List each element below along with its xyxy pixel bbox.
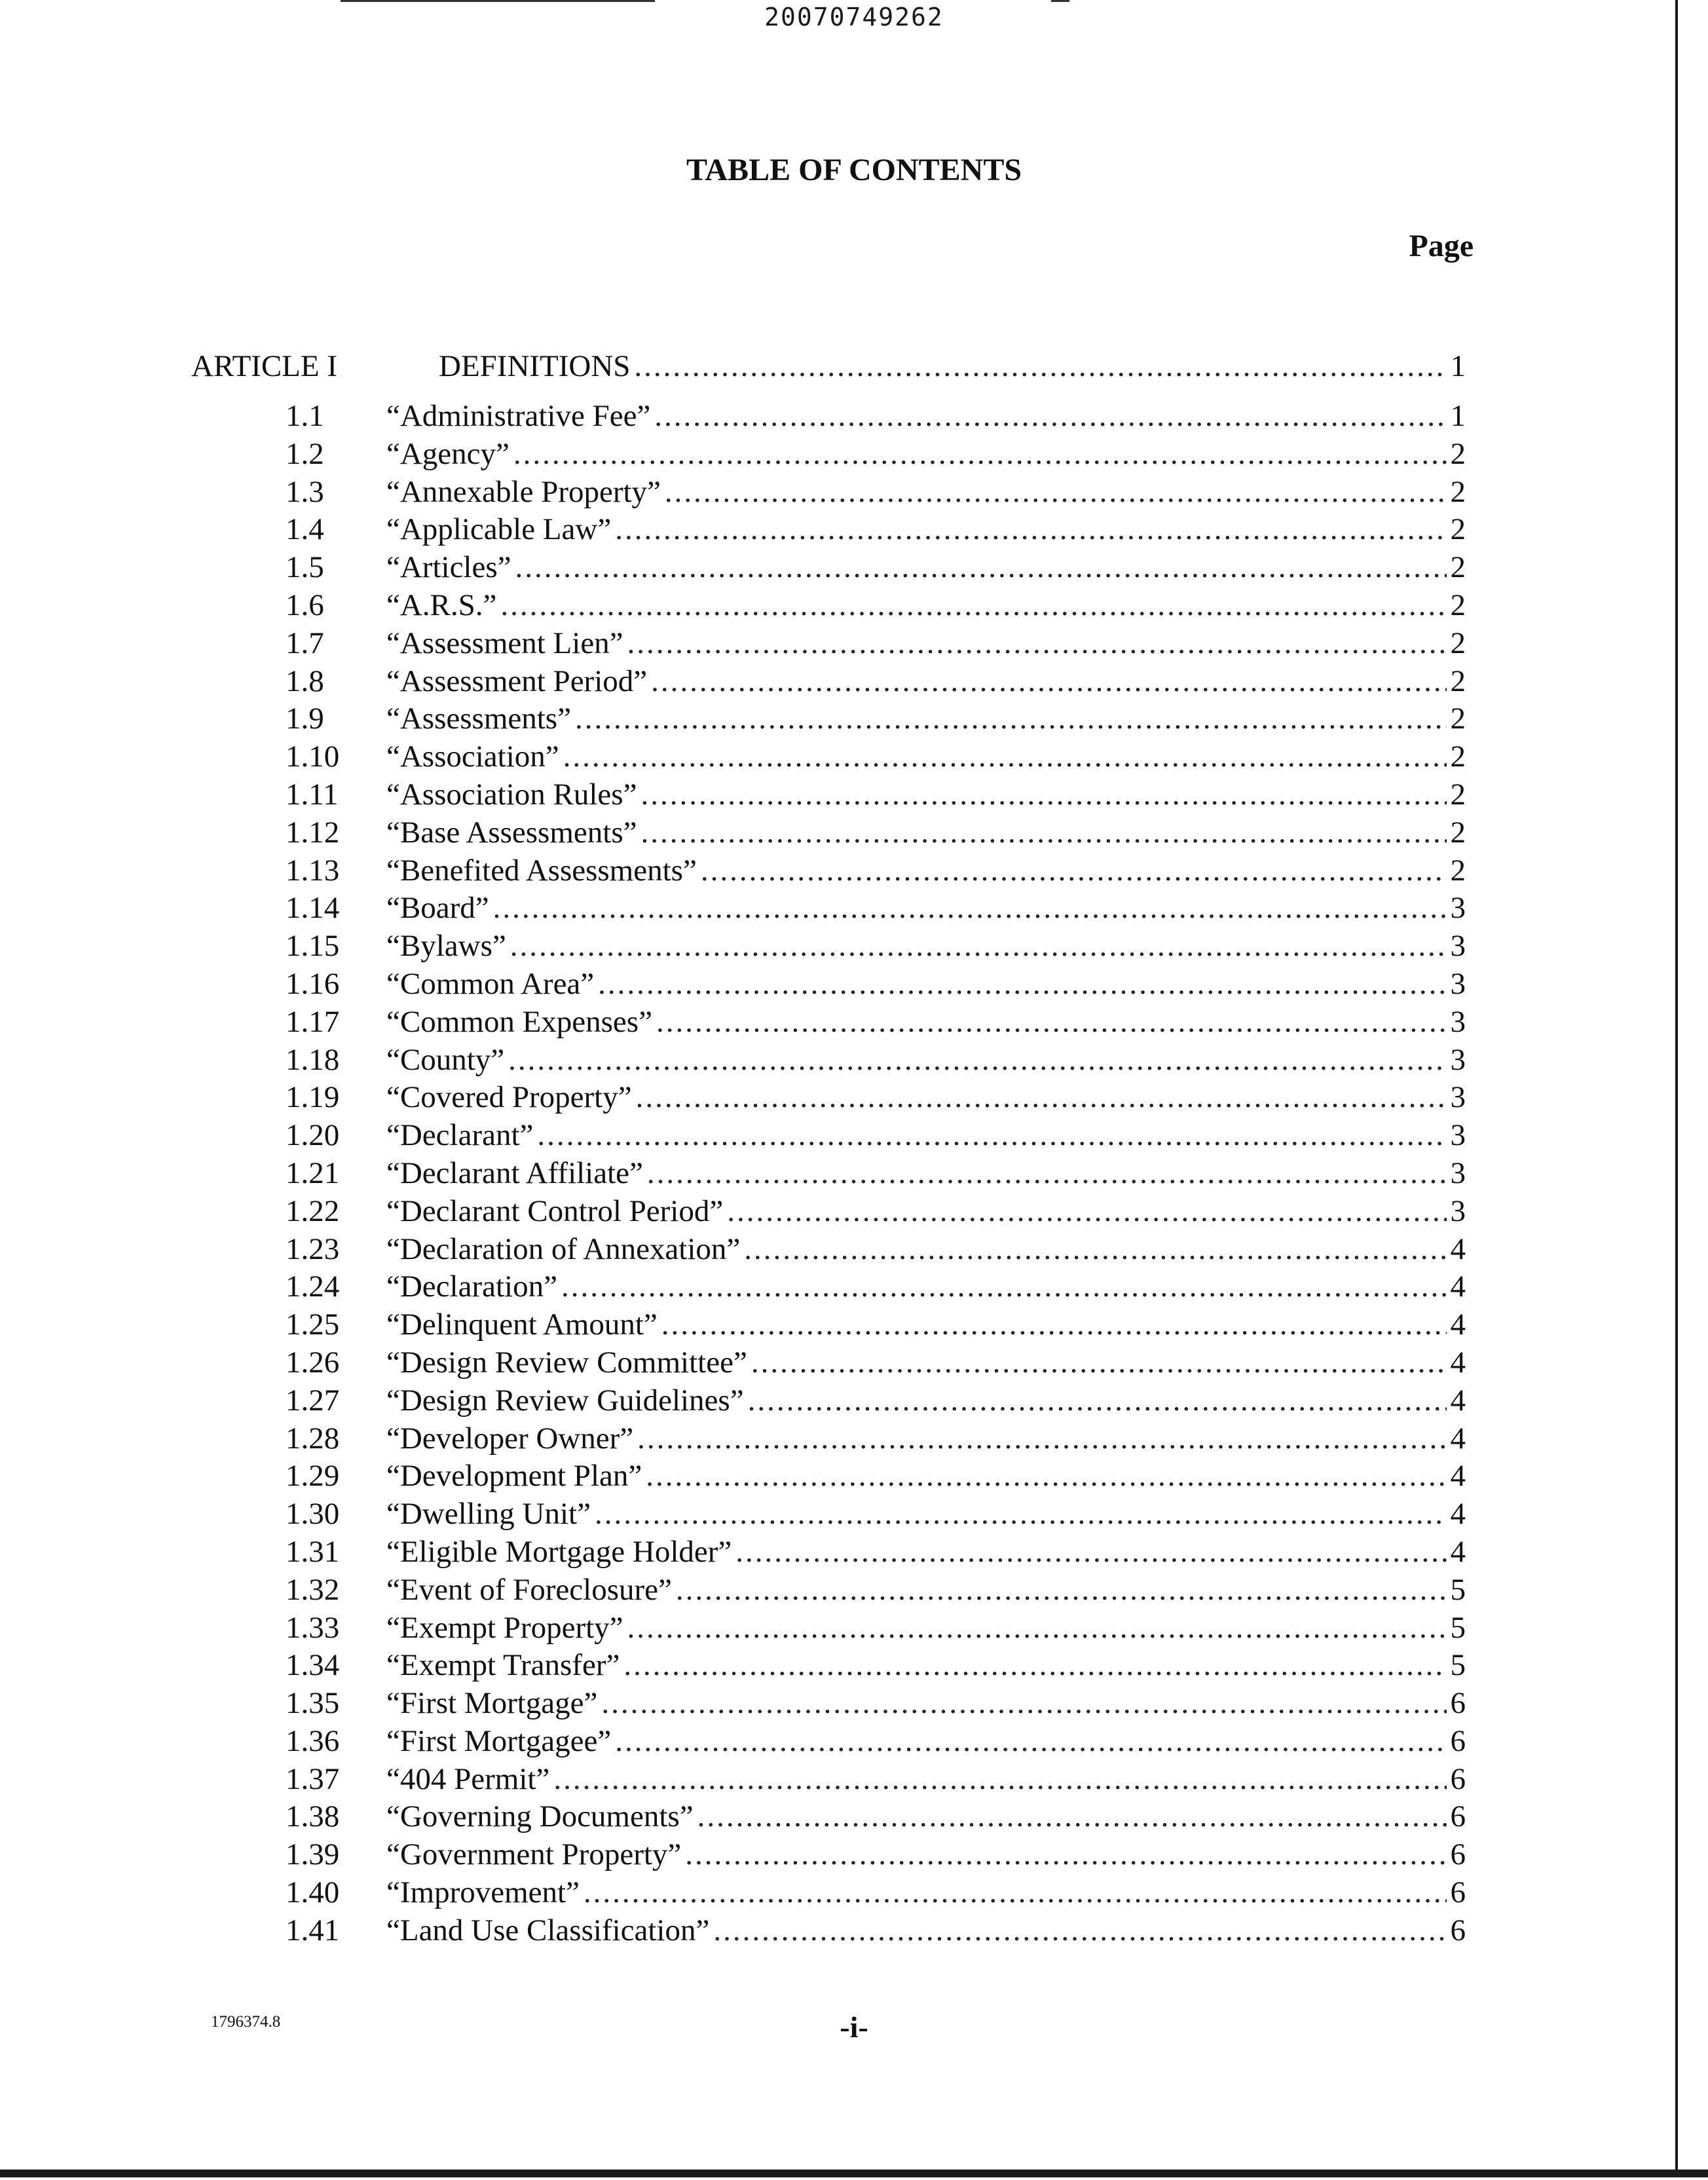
- toc-entry-line: [386, 664, 1466, 699]
- toc-entry-number: 1.36: [286, 1723, 340, 1758]
- dot-leader: [575, 701, 1447, 736]
- dot-leader: [744, 1231, 1446, 1267]
- toc-entry-title: “Land Use Classification”: [386, 1913, 710, 1947]
- toc-entry[interactable]: [286, 1080, 1466, 1118]
- dot-leader: [510, 928, 1447, 964]
- toc-entry-title: “Governing Documents”: [386, 1799, 694, 1834]
- scan-artifact-rule: [341, 0, 655, 2]
- toc-entry[interactable]: [286, 1723, 1466, 1761]
- toc-entry-page-number: 4: [1450, 1497, 1466, 1532]
- toc-entry-number: 1.5: [286, 550, 324, 585]
- toc-entry[interactable]: [286, 966, 1466, 1004]
- dot-leader: [735, 1534, 1446, 1569]
- toc-entry-number: 1.38: [286, 1799, 340, 1834]
- dot-leader: [646, 1458, 1446, 1494]
- toc-entry[interactable]: [286, 1269, 1466, 1307]
- toc-entry[interactable]: [286, 1231, 1466, 1269]
- toc-entry[interactable]: [286, 1421, 1466, 1459]
- toc-entry-page-number: 6: [1450, 1686, 1466, 1721]
- toc-entry[interactable]: [286, 1383, 1466, 1421]
- toc-entry-title: “County”: [386, 1042, 505, 1077]
- dot-leader: [640, 815, 1446, 850]
- toc-entry[interactable]: [286, 1042, 1466, 1080]
- toc-entry-page-number: 2: [1450, 626, 1466, 660]
- toc-entry-line: [386, 1685, 1466, 1721]
- toc-entry-line: [386, 436, 1466, 472]
- toc-entry-page-number: 6: [1450, 1875, 1466, 1910]
- toc-entry-line: [386, 739, 1466, 774]
- toc-entry-title: “Design Review Guidelines”: [386, 1383, 744, 1418]
- toc-entry-title: “Association”: [386, 740, 559, 774]
- dot-leader: [595, 1496, 1447, 1532]
- toc-entry-number: 1.37: [286, 1761, 340, 1796]
- toc-entry[interactable]: [286, 1610, 1466, 1648]
- dot-leader: [615, 1723, 1446, 1759]
- toc-entry-title: “Development Plan”: [386, 1459, 642, 1494]
- toc-entry-page-number: 4: [1450, 1345, 1466, 1380]
- dot-leader: [500, 588, 1446, 623]
- toc-entry-line: [386, 1004, 1466, 1040]
- toc-entry-number: 1.19: [286, 1080, 340, 1115]
- toc-entry-number: 1.39: [286, 1837, 340, 1872]
- toc-entry-title: “Assessment Period”: [386, 664, 648, 698]
- dot-leader: [685, 1837, 1446, 1872]
- toc-entry-number: 1.26: [286, 1345, 340, 1380]
- toc-entry-title: “Exempt Transfer”: [386, 1648, 620, 1683]
- toc-entry-title: “Bylaws”: [386, 929, 506, 964]
- toc-entry[interactable]: [286, 1761, 1466, 1799]
- dot-leader: [601, 1685, 1446, 1721]
- toc-entry-title: “Declaration of Annexation”: [386, 1231, 741, 1266]
- toc-entry-number: 1.20: [286, 1118, 340, 1153]
- toc-entry-number: 1.17: [286, 1004, 340, 1039]
- toc-entry-number: 1.18: [286, 1042, 340, 1077]
- toc-entry-number: 1.9: [286, 702, 324, 736]
- toc-entry-title: “Design Review Committee”: [386, 1345, 747, 1380]
- toc-entry-number: 1.3: [286, 474, 324, 509]
- toc-entry-page-number: 2: [1450, 512, 1466, 547]
- toc-entry-title: “Declarant Control Period”: [386, 1193, 724, 1228]
- toc-entry-line: [386, 1156, 1466, 1191]
- toc-entry-line: [386, 1913, 1466, 1948]
- toc-entry-title: “First Mortgagee”: [386, 1723, 612, 1758]
- toc-entry-page-number: 4: [1450, 1231, 1466, 1266]
- toc-entry-title: “Improvement”: [386, 1875, 580, 1910]
- toc-entry-title: “Declarant Affiliate”: [386, 1156, 643, 1190]
- dot-leader: [513, 436, 1447, 472]
- toc-entry-line: [386, 1875, 1466, 1910]
- toc-entry-page-number: 3: [1450, 1080, 1466, 1115]
- toc-entry[interactable]: [286, 512, 1466, 550]
- toc-entry-number: 1.6: [286, 588, 324, 622]
- toc-entry-title: “Board”: [386, 891, 489, 926]
- dot-leader: [563, 739, 1447, 774]
- toc-entry-number: 1.11: [286, 777, 339, 812]
- toc-entry-title: “Assessments”: [386, 702, 571, 736]
- toc-entry[interactable]: [286, 398, 1466, 436]
- article-page-number: 1: [1450, 349, 1466, 383]
- dot-leader: [748, 1383, 1447, 1418]
- toc-entry-page-number: 6: [1450, 1723, 1466, 1758]
- toc-entry-title: “Dwelling Unit”: [386, 1497, 591, 1532]
- toc-entry-number: 1.7: [286, 626, 324, 660]
- toc-entry-number: 1.23: [286, 1231, 340, 1266]
- toc-entry-page-number: 4: [1450, 1307, 1466, 1342]
- dot-leader: [656, 1004, 1447, 1040]
- dot-leader: [676, 1572, 1447, 1607]
- toc-entry-page-number: 2: [1450, 777, 1466, 812]
- toc-entry[interactable]: [286, 1118, 1466, 1156]
- toc-entry-line: [386, 1458, 1466, 1494]
- toc-entry-line: [386, 815, 1466, 850]
- toc-entry-number: 1.13: [286, 853, 340, 888]
- toc-entry-title: “Applicable Law”: [386, 512, 612, 547]
- toc-entry-page-number: 2: [1450, 815, 1466, 850]
- toc-entry-page-number: 4: [1450, 1534, 1466, 1569]
- toc-entry[interactable]: [286, 1345, 1466, 1383]
- toc-entry-page-number: 2: [1450, 588, 1466, 622]
- toc-entry-title: “Government Property”: [386, 1837, 682, 1872]
- toc-entry-page-number: 4: [1450, 1383, 1466, 1418]
- toc-entry-line: [386, 1496, 1466, 1532]
- toc-entry-page-number: 3: [1450, 1193, 1466, 1228]
- toc-entry-line: [386, 1572, 1466, 1607]
- toc-entry-page-number: 3: [1450, 891, 1466, 926]
- toc-entry[interactable]: [286, 890, 1466, 928]
- toc-entry-line: [386, 777, 1466, 812]
- toc-entry[interactable]: [286, 1004, 1466, 1042]
- toc-entry-page-number: 2: [1450, 664, 1466, 698]
- toc-entry-number: 1.12: [286, 815, 340, 850]
- dot-leader: [665, 474, 1447, 510]
- toc-entry[interactable]: [286, 664, 1466, 702]
- toc-entry-title: “Event of Foreclosure”: [386, 1572, 672, 1607]
- dot-leader: [615, 512, 1446, 547]
- toc-entry-line: [386, 1193, 1466, 1229]
- document-number: 20070749262: [764, 3, 944, 31]
- scan-artifact-rule: [1051, 0, 1069, 2]
- toc-entry-title: “Declarant”: [386, 1118, 534, 1153]
- toc-entry[interactable]: [286, 1837, 1466, 1875]
- toc-entry-page-number: 5: [1450, 1648, 1466, 1683]
- dot-leader: [627, 1610, 1447, 1645]
- toc-entry-line: [386, 1345, 1466, 1380]
- toc-entry-line: [386, 1610, 1466, 1645]
- dot-leader: [751, 1345, 1447, 1380]
- toc-entry-title: “404 Permit”: [386, 1761, 550, 1796]
- toc-entry[interactable]: [286, 1685, 1466, 1723]
- dot-leader: [537, 1118, 1446, 1153]
- dot-leader: [661, 1307, 1447, 1342]
- toc-entry-number: 1.35: [286, 1686, 340, 1721]
- toc-entry-page-number: 2: [1450, 702, 1466, 736]
- toc-entry-number: 1.15: [286, 929, 340, 964]
- dot-leader: [654, 398, 1446, 434]
- toc-entry-page-number: 2: [1450, 550, 1466, 585]
- toc-entry-line: [386, 1042, 1466, 1078]
- toc-entry-number: 1.27: [286, 1383, 340, 1418]
- toc-entry-line: [386, 1307, 1466, 1342]
- toc-entry-line: [386, 1799, 1466, 1834]
- toc-entry-page-number: 2: [1450, 436, 1466, 471]
- dot-leader: [515, 550, 1447, 585]
- toc-entry-number: 1.33: [286, 1610, 340, 1645]
- toc-entry-title: “Common Area”: [386, 966, 595, 1001]
- toc-entry-number: 1.34: [286, 1648, 340, 1683]
- toc-entry-line: [386, 1421, 1466, 1456]
- toc-entry-page-number: 5: [1450, 1572, 1466, 1607]
- toc-entry-line: [386, 701, 1466, 736]
- toc-entry-line: [386, 890, 1466, 926]
- toc-entry-line: [386, 1118, 1466, 1153]
- toc-entry-page-number: 3: [1450, 1156, 1466, 1190]
- toc-entry[interactable]: [286, 777, 1466, 815]
- toc-list: [286, 398, 1466, 1951]
- toc-entry[interactable]: [286, 1307, 1466, 1345]
- dot-leader: [636, 1080, 1447, 1115]
- toc-entry-title: “Benefited Assessments”: [386, 853, 697, 888]
- toc-entry-number: 1.10: [286, 740, 340, 774]
- toc-entry-page-number: 2: [1450, 474, 1466, 509]
- article-label: ARTICLE I: [191, 349, 337, 383]
- toc-entry[interactable]: [286, 853, 1466, 891]
- toc-entry-page-number: 3: [1450, 1004, 1466, 1039]
- toc-entry[interactable]: [286, 1572, 1466, 1610]
- dot-leader: [640, 777, 1446, 812]
- dot-leader: [493, 890, 1447, 926]
- toc-entry[interactable]: [286, 436, 1466, 474]
- toc-entry-number: 1.29: [286, 1459, 340, 1494]
- toc-entry[interactable]: [286, 1647, 1466, 1685]
- toc-entry-page-number: 5: [1450, 1610, 1466, 1645]
- toc-entry-number: 1.24: [286, 1269, 340, 1304]
- toc-entry[interactable]: [286, 588, 1466, 626]
- dot-leader: [561, 1269, 1447, 1304]
- toc-entry-line: [386, 1534, 1466, 1569]
- toc-entry-line: [386, 853, 1466, 888]
- article-title-line: [439, 348, 1466, 384]
- toc-entry[interactable]: [286, 1156, 1466, 1193]
- toc-entry-number: 1.8: [286, 664, 324, 698]
- toc-entry-page-number: 4: [1450, 1459, 1466, 1494]
- toc-entry[interactable]: [286, 1875, 1466, 1913]
- page-title: TABLE OF CONTENTS: [686, 153, 1022, 187]
- toc-entry-line: [386, 1647, 1466, 1683]
- toc-entry[interactable]: [286, 1913, 1466, 1951]
- toc-entry-title: “Common Expenses”: [386, 1004, 652, 1039]
- toc-entry-page-number: 3: [1450, 1042, 1466, 1077]
- toc-entry[interactable]: [286, 815, 1466, 853]
- article-title: DEFINITIONS: [439, 349, 631, 383]
- toc-entry-number: 1.2: [286, 436, 324, 471]
- toc-entry[interactable]: [286, 1496, 1466, 1534]
- toc-entry[interactable]: [286, 928, 1466, 966]
- toc-entry-line: [386, 1231, 1466, 1267]
- toc-entry-line: [386, 1723, 1466, 1759]
- dot-leader: [508, 1042, 1446, 1078]
- footer-document-id: 1796374.8: [211, 2013, 281, 2031]
- toc-entry-number: 1.25: [286, 1307, 340, 1342]
- toc-entry-line: [386, 1269, 1466, 1304]
- toc-entry-number: 1.31: [286, 1534, 340, 1569]
- toc-entry-page-number: 1: [1450, 399, 1466, 433]
- toc-entry-number: 1.30: [286, 1497, 340, 1532]
- toc-entry-page-number: 6: [1450, 1913, 1466, 1947]
- toc-entry-page-number: 2: [1450, 853, 1466, 888]
- toc-entry[interactable]: [286, 550, 1466, 588]
- toc-entry-page-number: 6: [1450, 1837, 1466, 1872]
- toc-entry-line: [386, 1383, 1466, 1418]
- toc-entry[interactable]: [286, 701, 1466, 739]
- toc-entry-number: 1.1: [286, 399, 324, 433]
- page-column-header: Page: [1409, 229, 1474, 263]
- toc-entry-line: [386, 398, 1466, 434]
- toc-entry-title: “Agency”: [386, 436, 510, 471]
- toc-entry-line: [386, 1837, 1466, 1872]
- toc-entry-line: [386, 966, 1466, 1002]
- toc-entry-title: “Delinquent Amount”: [386, 1307, 658, 1342]
- toc-entry-line: [386, 550, 1466, 585]
- toc-entry-title: “Base Assessments”: [386, 815, 637, 850]
- scan-edge-right: [1675, 0, 1678, 2170]
- toc-entry-title: “Administrative Fee”: [386, 399, 651, 433]
- toc-entry-line: [386, 928, 1466, 964]
- toc-entry-number: 1.22: [286, 1193, 340, 1228]
- dot-leader: [713, 1913, 1446, 1948]
- toc-entry-number: 1.40: [286, 1875, 340, 1910]
- toc-entry-line: [386, 588, 1466, 623]
- toc-entry-page-number: 6: [1450, 1761, 1466, 1796]
- toc-entry-title: “Articles”: [386, 550, 511, 585]
- toc-entry-line: [386, 1080, 1466, 1115]
- dot-leader: [647, 1156, 1447, 1191]
- toc-entry[interactable]: [286, 626, 1466, 664]
- dot-leader: [598, 966, 1446, 1002]
- footer-page-label: -i-: [840, 2010, 868, 2044]
- toc-entry-page-number: 3: [1450, 929, 1466, 964]
- toc-entry-line: [386, 1761, 1466, 1797]
- toc-entry-number: 1.14: [286, 891, 340, 926]
- toc-entry-page-number: 3: [1450, 966, 1466, 1001]
- dot-leader: [634, 348, 1446, 384]
- dot-leader: [553, 1761, 1446, 1797]
- toc-entry-line: [386, 626, 1466, 661]
- toc-entry[interactable]: [286, 474, 1466, 512]
- toc-entry-page-number: 3: [1450, 1118, 1466, 1153]
- toc-entry-title: “First Mortgage”: [386, 1686, 598, 1721]
- dot-leader: [627, 626, 1447, 661]
- toc-entry-title: “Eligible Mortgage Holder”: [386, 1534, 732, 1569]
- toc-entry-page-number: 4: [1450, 1269, 1466, 1304]
- toc-entry-line: [386, 474, 1466, 510]
- toc-entry-title: “Developer Owner”: [386, 1421, 634, 1456]
- toc-entry-page-number: 6: [1450, 1799, 1466, 1834]
- toc-entry-title: “Annexable Property”: [386, 474, 661, 509]
- dot-leader: [697, 1799, 1447, 1834]
- dot-leader: [623, 1647, 1446, 1683]
- toc-entry-title: “Assessment Lien”: [386, 626, 623, 660]
- toc-entry[interactable]: [286, 739, 1466, 777]
- toc-entry-line: [386, 512, 1466, 547]
- toc-entry-page-number: 4: [1450, 1421, 1466, 1456]
- toc-entry-title: “Covered Property”: [386, 1080, 632, 1115]
- dot-leader: [727, 1193, 1446, 1229]
- toc-entry-number: 1.16: [286, 966, 340, 1001]
- toc-entry-number: 1.41: [286, 1913, 340, 1947]
- dot-leader: [651, 664, 1446, 699]
- article-heading-row[interactable]: [191, 348, 1466, 388]
- dot-leader: [584, 1875, 1447, 1910]
- dot-leader: [701, 853, 1447, 888]
- scan-edge-bottom: [0, 2170, 1708, 2177]
- dot-leader: [637, 1421, 1446, 1456]
- toc-entry[interactable]: [286, 1458, 1466, 1496]
- toc-entry[interactable]: [286, 1534, 1466, 1572]
- toc-entry-page-number: 2: [1450, 740, 1466, 774]
- toc-entry-number: 1.21: [286, 1156, 340, 1190]
- toc-entry-number: 1.28: [286, 1421, 340, 1456]
- toc-entry-title: “A.R.S.”: [386, 588, 497, 622]
- toc-entry-title: “Association Rules”: [386, 777, 637, 812]
- toc-entry[interactable]: [286, 1799, 1466, 1837]
- toc-entry-title: “Declaration”: [386, 1269, 557, 1304]
- toc-entry-number: 1.4: [286, 512, 324, 547]
- toc-entry[interactable]: [286, 1193, 1466, 1231]
- toc-entry-number: 1.32: [286, 1572, 340, 1607]
- toc-entry-title: “Exempt Property”: [386, 1610, 623, 1645]
